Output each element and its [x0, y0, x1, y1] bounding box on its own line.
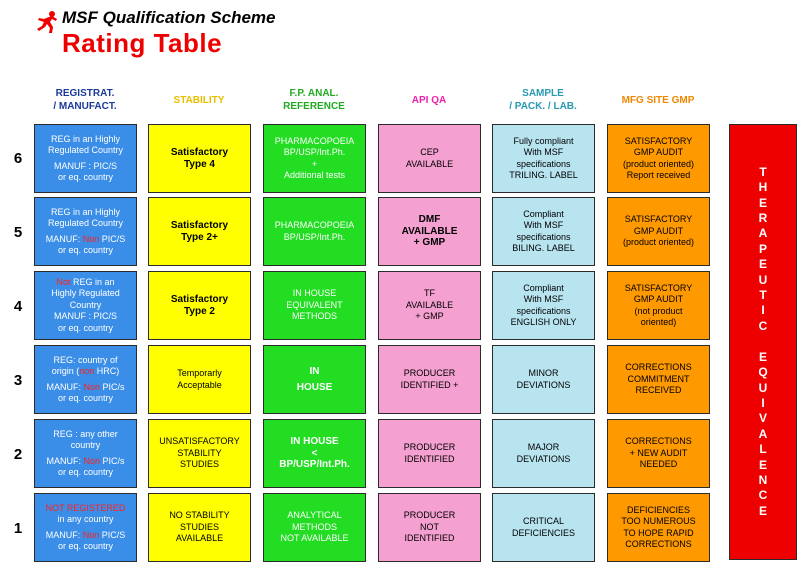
cell-text-line: NEEDED [639, 459, 678, 470]
cell-text-line: (not product [634, 305, 683, 316]
cell-text-line: METHODS [292, 521, 337, 532]
cell-text-line: Highly Regulated [51, 288, 120, 299]
cell-mfg-site-gmp-rating-1 [607, 493, 710, 562]
column-header-stability [147, 86, 251, 114]
cell-text-part: REG in an [70, 276, 115, 287]
cell-text-line: STABILITY [177, 447, 222, 458]
side-bar-letter: T [759, 288, 767, 303]
cell-text-line: (product oriented) [622, 158, 695, 169]
cell-text-line: TOO NUMEROUS [621, 516, 696, 526]
cell-api-qa-rating-3 [378, 345, 481, 414]
cell-text-line: ANALYTICAL [287, 510, 342, 521]
cell-text-line: Type 2 [184, 305, 215, 317]
cell-text-line: oriented) [640, 317, 677, 327]
cell-text-line: REG in an Highly [50, 133, 121, 144]
cell-text-part: PIC/s [100, 455, 125, 466]
cell-registration-manufacturer-rating-3 [34, 345, 137, 414]
cell-text-line: CORRECTIONS [625, 436, 692, 447]
cell-text-line: PRODUCER [403, 510, 456, 521]
cell-text-line: STUDIES [179, 521, 219, 532]
cell-text-line: or eq. country [57, 541, 114, 551]
side-bar-letter: P [758, 241, 767, 256]
cell-text-line: AVAILABLE [401, 225, 458, 237]
cell-text-line: BILING. LABEL [512, 243, 575, 253]
cell-text-line: IDENTIFIED [404, 453, 455, 464]
cell-text-line: With MSF [523, 147, 564, 157]
side-bar-letter: E [758, 349, 767, 364]
cell-text-line: CEP [420, 147, 439, 157]
side-bar-letter: C [758, 318, 768, 333]
highlight-text: Not [56, 276, 71, 287]
cell-text-line: DEVIATIONS [516, 379, 571, 390]
cell-text-line: BP/USP/Int.Ph. [279, 459, 350, 471]
cell-text-line: Type 2+ [181, 231, 218, 243]
cell-text-line: or eq. country [57, 245, 114, 255]
side-bar-letter: N [758, 472, 768, 487]
cell-text-line: BP/USP/Int.Ph. [283, 147, 346, 157]
cell-text-line: With MSF [523, 294, 564, 304]
cell-text-line [46, 503, 126, 515]
side-bar-letter: I [761, 395, 765, 410]
cell-text-line: SATISFACTORY [624, 282, 693, 293]
highlight-text: Non [82, 529, 100, 540]
cell-text-line: IN HOUSE [290, 436, 339, 448]
cell-stability-rating-6 [148, 124, 251, 193]
cell-mfg-site-gmp-rating-2 [607, 419, 710, 488]
cell-text-part: MANUF: [46, 455, 84, 466]
side-bar-letter: E [758, 257, 767, 272]
cell-text-line: PRODUCER [403, 442, 456, 452]
cell-fp-analysis-reference-rating-2 [263, 419, 366, 488]
side-bar-letter: R [758, 211, 768, 226]
side-bar-letter: E [758, 195, 767, 210]
cell-text-line [56, 277, 114, 289]
cell-text-line: Additional tests [283, 170, 346, 180]
cell-text-line: specifications [516, 158, 571, 169]
cell-text-line: Acceptable [177, 379, 222, 390]
cell-text-line: + NEW AUDIT [629, 447, 688, 458]
cell-text-line: IN [309, 366, 320, 377]
cell-text-line: Satisfactory [170, 220, 229, 231]
cell-text-line [46, 530, 126, 542]
cell-text-line: PHARMACOPOEIA [274, 135, 355, 146]
cell-registration-manufacturer-rating-2 [34, 419, 137, 488]
cell-text-line: Fully compliant [513, 135, 574, 146]
cell-text-line [46, 382, 124, 394]
column-header-line: REFERENCE [283, 101, 345, 112]
cell-mfg-site-gmp-rating-4 [607, 271, 710, 340]
cell-text-line: IN HOUSE [292, 288, 337, 299]
column-header-line: REGISTRAT. [55, 88, 115, 99]
cell-text-line: UNSATISFACTORY [159, 436, 240, 447]
column-header-fp-analysis-reference [262, 86, 366, 114]
cell-text-part: PIC/S [99, 233, 126, 244]
therapeutic-equivalence-bar [729, 124, 797, 560]
cell-sample-pack-lab-rating-6 [492, 124, 595, 193]
cell-text-line: NO STABILITY [169, 510, 230, 521]
cell-registration-manufacturer-rating-6 [34, 124, 137, 193]
column-header-sample-pack-lab [491, 86, 595, 114]
highlight-text: NOT REGISTERED [45, 502, 126, 513]
cell-text-line: TF [424, 288, 435, 299]
cell-text-line: IDENTIFIED [404, 533, 455, 544]
rating-number: 5 [13, 224, 23, 241]
cell-text-line: MAJOR [527, 442, 560, 452]
cell-text-line: Compliant [523, 282, 564, 293]
side-bar-letter: H [758, 180, 768, 195]
cell-mfg-site-gmp-rating-6 [607, 124, 710, 193]
cell-api-qa-rating-2 [378, 419, 481, 488]
cell-fp-analysis-reference-rating-5 [263, 197, 366, 266]
rating-number: 1 [13, 520, 23, 537]
cell-text-line [46, 234, 126, 246]
cell-mfg-site-gmp-rating-5 [607, 197, 710, 266]
cell-text-part: PIC/s [100, 381, 125, 392]
cell-text-part: origin ( [51, 366, 80, 376]
highlight-text: Non [83, 455, 100, 466]
cell-text-line: REG : any other [53, 428, 118, 439]
cell-text-line: specifications [516, 305, 571, 316]
cell-text-line: Regulated Country [47, 218, 124, 228]
cell-stability-rating-3 [148, 345, 251, 414]
cell-text-line: or eq. country [57, 467, 114, 477]
cell-text-line: DMF [418, 214, 441, 226]
cell-text-line: STUDIES [179, 459, 219, 470]
cell-text-line: Compliant [523, 208, 564, 219]
column-header-line: SAMPLE [522, 88, 564, 99]
cell-text-part: MANUF: [46, 381, 84, 392]
side-bar-letter: A [758, 226, 768, 241]
side-bar-letter: E [758, 457, 767, 472]
cell-text-line: < [311, 447, 318, 459]
cell-stability-rating-5 [148, 197, 251, 266]
cell-text-line: RECEIVED [635, 385, 682, 396]
column-header-line: STABILITY [173, 94, 225, 106]
cell-text-line: GMP AUDIT [633, 294, 684, 304]
cell-text-line: NOT [420, 521, 439, 532]
cell-registration-manufacturer-rating-1 [34, 493, 137, 562]
cell-text-line [52, 366, 120, 378]
side-bar-letter: U [758, 380, 768, 395]
cell-text-line: (product oriented) [622, 237, 695, 248]
cell-mfg-site-gmp-rating-3 [607, 345, 710, 414]
cell-text-line: PHARMACOPOEIA [274, 220, 355, 230]
highlight-text: Non [82, 233, 100, 244]
side-bar-letter: I [761, 303, 765, 318]
cell-text-part: PIC/S [99, 529, 126, 540]
cell-text-line: BP/USP/Int.Ph. [283, 231, 346, 242]
highlight-text: non [79, 366, 95, 376]
cell-text-part: MANUF: [45, 529, 83, 540]
cell-api-qa-rating-1 [378, 493, 481, 562]
cell-text-line: or eq. country [57, 172, 114, 182]
page-title: Rating Table [62, 28, 223, 58]
cell-api-qa-rating-5 [378, 197, 481, 266]
scheme-title: MSF Qualification Scheme [62, 8, 276, 27]
cell-text-line: DEVIATIONS [516, 453, 571, 464]
cell-api-qa-rating-6 [378, 124, 481, 193]
side-bar-letter: C [758, 488, 768, 503]
cell-fp-analysis-reference-rating-6 [263, 124, 366, 193]
cell-text-line: AVAILABLE [175, 533, 224, 544]
side-bar-letter [761, 334, 764, 349]
rating-number: 3 [13, 372, 23, 389]
cell-text-line: Country [69, 299, 102, 310]
cell-text-line: TRILING. LABEL [509, 170, 578, 180]
cell-text-line: + [311, 158, 318, 169]
cell-text-line: HOUSE [296, 381, 333, 393]
cell-text-line: AVAILABLE [405, 299, 454, 310]
cell-text-line: Satisfactory [170, 147, 229, 158]
cell-text-line: REG in an Highly [50, 206, 121, 217]
cell-text-line: DEFICIENCIES [511, 527, 575, 538]
cell-text-line: Temporarly [177, 368, 222, 378]
column-header-line: API QA [411, 94, 447, 106]
cell-text-line: specifications [516, 231, 571, 242]
column-header-line: F.P. ANAL. [289, 88, 339, 99]
cell-text-line: MINOR [528, 368, 559, 378]
cell-text-line: GMP AUDIT [633, 147, 684, 157]
cell-sample-pack-lab-rating-3 [492, 345, 595, 414]
cell-stability-rating-1 [148, 493, 251, 562]
cell-text-line: TO HOPE RAPID [623, 527, 694, 538]
cell-sample-pack-lab-rating-2 [492, 419, 595, 488]
cell-text-line: PRODUCER [403, 368, 456, 378]
cell-text-line: + GMP [413, 237, 446, 249]
cell-text-line: IDENTIFIED + [400, 379, 459, 390]
column-header-mfg-site-gmp [606, 86, 710, 114]
side-bar-letter: U [758, 272, 768, 287]
cell-text-line: or eq. country [57, 322, 114, 333]
cell-fp-analysis-reference-rating-3 [263, 345, 366, 414]
cell-text-line: CORRECTIONS [625, 362, 692, 373]
cell-text-line: Report received [626, 170, 691, 180]
cell-text-line: AVAILABLE [405, 158, 454, 169]
cell-text-line: CRITICAL [522, 516, 564, 526]
side-bar-letter: V [758, 411, 767, 426]
cell-fp-analysis-reference-rating-4 [263, 271, 366, 340]
cell-text-line: REG: country of [53, 354, 118, 365]
cell-text-line: country [70, 440, 101, 450]
cell-text-line: COMMITMENT [627, 373, 690, 384]
cell-registration-manufacturer-rating-5 [34, 197, 137, 266]
cell-text-line: MANUF : PIC/S [53, 311, 117, 322]
cell-text-line: MANUF : PIC/S [53, 160, 117, 171]
cell-text-line: + GMP [415, 311, 444, 322]
column-header-line: / PACK. / LAB. [509, 101, 577, 112]
cell-text-line: CORRECTIONS [625, 539, 692, 549]
cell-sample-pack-lab-rating-4 [492, 271, 595, 340]
highlight-text: Non [83, 381, 100, 392]
column-header-registration-manufacturer [33, 86, 137, 114]
cell-sample-pack-lab-rating-5 [492, 197, 595, 266]
cell-text-line: METHODS [292, 311, 337, 322]
cell-text-line: GMP AUDIT [633, 225, 684, 236]
cell-stability-rating-2 [148, 419, 251, 488]
cell-text-line: in any country [57, 514, 114, 524]
side-bar-letter: A [758, 426, 768, 441]
rating-number: 4 [13, 298, 23, 315]
cell-stability-rating-4 [148, 271, 251, 340]
column-header-api-qa [377, 86, 481, 114]
cell-text-line: Regulated Country [47, 145, 124, 155]
cell-text-line [46, 456, 124, 468]
cell-text-part: MANUF: [45, 233, 83, 244]
cell-text-part: HRC) [94, 366, 120, 376]
cell-text-line: or eq. country [57, 393, 114, 403]
cell-fp-analysis-reference-rating-1 [263, 493, 366, 562]
side-bar-letter: T [759, 164, 767, 179]
cell-text-line: SATISFACTORY [624, 214, 693, 225]
cell-text-line: ENGLISH ONLY [510, 317, 577, 327]
cell-text-line: SATISFACTORY [624, 135, 693, 146]
cell-text-line: EQUIVALENT [286, 299, 343, 310]
cell-text-line: With MSF [523, 220, 564, 230]
column-header-line: MFG SITE GMP [621, 94, 695, 106]
cell-sample-pack-lab-rating-1 [492, 493, 595, 562]
cell-text-line: NOT AVAILABLE [280, 533, 349, 544]
side-bar-letter: Q [758, 365, 768, 380]
cell-registration-manufacturer-rating-4 [34, 271, 137, 340]
cell-text-line: Type 4 [184, 158, 215, 170]
rating-number: 2 [13, 446, 23, 463]
column-header-line: / MANUFACT. [53, 101, 117, 112]
cell-text-line: DEFICIENCIES [626, 504, 690, 515]
side-bar-letter: E [758, 503, 767, 518]
side-bar-letter: L [759, 442, 767, 457]
msf-logo-icon [34, 10, 60, 34]
rating-number: 6 [13, 150, 23, 167]
cell-api-qa-rating-4 [378, 271, 481, 340]
cell-text-line: Satisfactory [170, 294, 229, 305]
